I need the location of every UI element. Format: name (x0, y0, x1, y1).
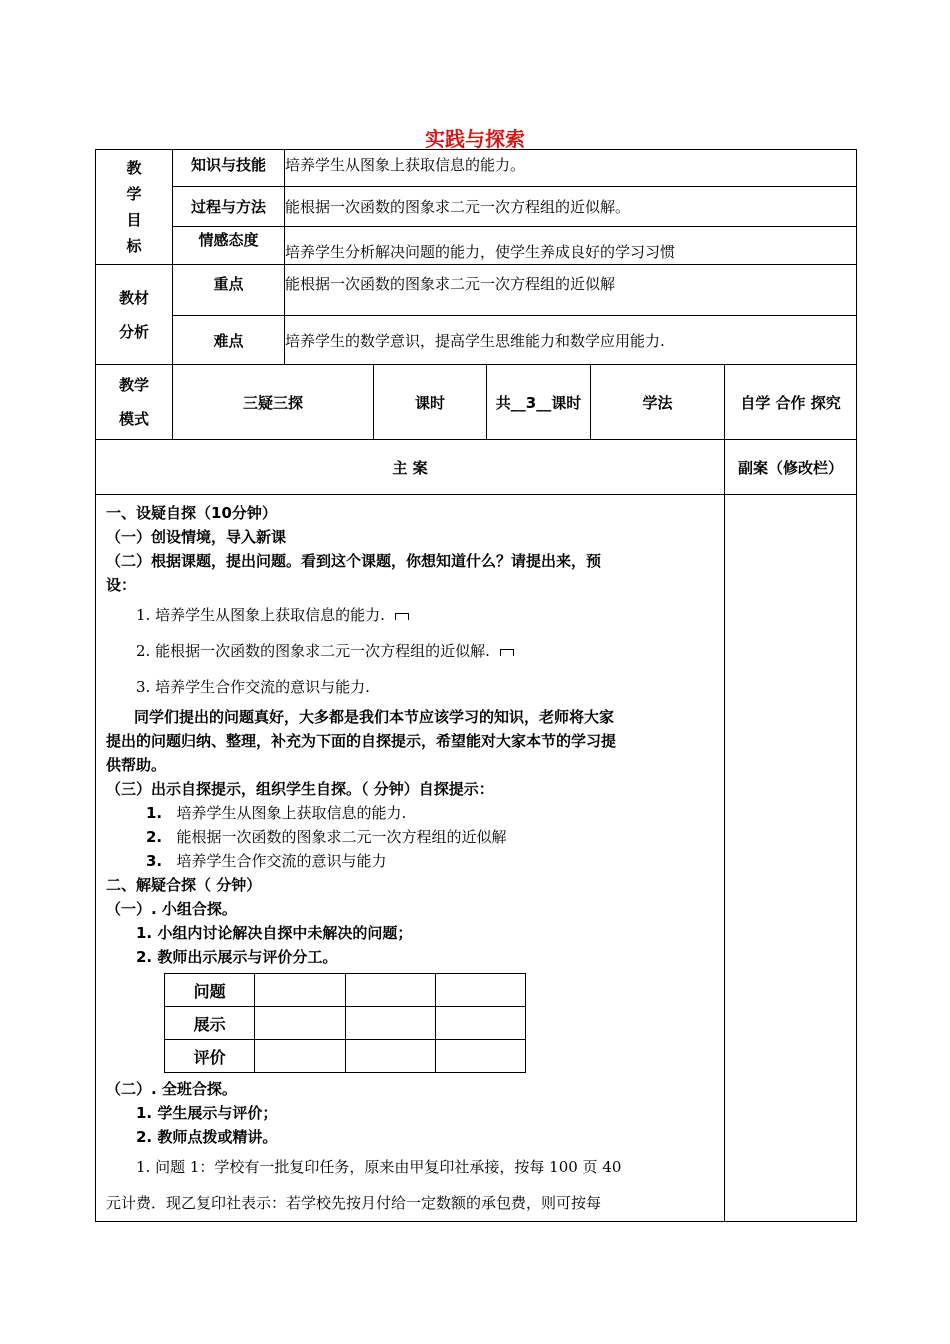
objective-content-knowledge: 培养学生从图象上获取信息的能力。 (285, 150, 857, 187)
section-2-step-2a: 1. 学生展示与评价； (136, 1104, 278, 1122)
assignment-grid (164, 973, 526, 1073)
grid-row-label: 评价 (165, 1040, 255, 1073)
paragraph-1b: 提出的问题归纳、整理，补充为下面的自探提示，希望能对大家本节的学习提 (106, 732, 617, 750)
problem-1b: 元计费．现乙复印社表示：若学校先按月付给一定数额的承包费，则可按每 (106, 1194, 602, 1212)
material-name-key: 重点 (173, 265, 285, 316)
main-plan-header: 主 案 (96, 440, 725, 495)
objective-name-process: 过程与方法 (173, 187, 285, 227)
material-name-difficulty: 难点 (173, 316, 285, 365)
section-2-step-2: （二）. 全班合探。 (106, 1080, 237, 1098)
materials-label: 教材 分析 (96, 265, 173, 365)
grid-cell (435, 974, 525, 1007)
material-content-difficulty: 培养学生的数学意识，提高学生思维能力和数学应用能力. (285, 316, 857, 365)
section-1-heading: 一、设疑自探（10分钟） (106, 504, 277, 522)
lesson-plan-table (95, 149, 857, 1222)
grid-cell (435, 1007, 525, 1040)
hours-value: 共__3__课时 (487, 365, 591, 440)
grid-cell (345, 974, 435, 1007)
paragraph-1c: 供帮助。 (106, 756, 167, 774)
section-1-step-3: （三）出示自探提示，组织学生自探。（ 分钟）自探提示： (106, 780, 494, 798)
hours-label: 课时 (374, 365, 487, 440)
section-1-step-2a: （二）根据课题，提出问题。看到这个课题，你想知道什么？请提出来，预 (106, 552, 602, 570)
question-2: 2. 能根据一次函数的图象求二元一次方程组的近似解. (106, 633, 714, 669)
grid-cell (255, 1040, 345, 1073)
blank-bracket-icon (395, 613, 409, 620)
grid-cell (255, 1007, 345, 1040)
section-1-step-1: （一）创设情境，导入新课 (106, 528, 287, 546)
grid-cell (345, 1007, 435, 1040)
question-3: 3. 培养学生合作交流的意识与能力. (136, 678, 370, 696)
mode-value: 三疑三探 (173, 365, 374, 440)
hint-3: 3. 培养学生合作交流的意识与能力 (146, 852, 387, 870)
method-label: 学法 (591, 365, 725, 440)
document-title: 实践与探索 (425, 127, 525, 151)
paragraph-1a: 同学们提出的问题真好，大多都是我们本节应该学习的知识，老师将大家 (134, 708, 615, 726)
objective-name-attitude: 情感态度 (173, 227, 285, 265)
side-plan-header: 副案（修改栏） (725, 440, 857, 495)
section-2-heading: 二、解疑合探（ 分钟） (106, 876, 262, 894)
objective-content-attitude: 培养学生分析解决问题的能力，使学生养成良好的学习习惯 (285, 227, 857, 265)
section-2-step-2b: 2. 教师点拨或精讲。 (136, 1128, 278, 1146)
grid-cell (345, 1040, 435, 1073)
main-plan-body (96, 495, 725, 1222)
grid-row-label: 展示 (165, 1007, 255, 1040)
grid-row-label: 问题 (165, 974, 255, 1007)
section-2-step-1: （一）. 小组合探。 (106, 900, 237, 918)
problem-1a: 1. 问题 1：学校有一批复印任务，原来由甲复印社承接，按每 100 页 40 (136, 1158, 622, 1176)
side-plan-body[interactable] (725, 495, 857, 1222)
grid-cell (435, 1040, 525, 1073)
objective-name-knowledge: 知识与技能 (173, 150, 285, 187)
grid-cell (255, 974, 345, 1007)
section-2-step-1b: 2. 教师出示展示与评价分工。 (136, 948, 338, 966)
objective-content-process: 能根据一次函数的图象求二元一次方程组的近似解。 (285, 187, 857, 227)
section-2-step-1a: 1. 小组内讨论解决自探中未解决的问题； (136, 924, 413, 942)
hint-2: 2. 能根据一次函数的图象求二元一次方程组的近似解 (146, 828, 507, 846)
question-1: 1. 培养学生从图象上获取信息的能力. (106, 597, 714, 633)
section-1-step-2b: 设： (106, 576, 137, 594)
mode-label: 教学 模式 (96, 365, 173, 440)
material-content-key: 能根据一次函数的图象求二元一次方程组的近似解 (285, 265, 857, 316)
blank-bracket-icon (500, 649, 514, 656)
method-value: 自学 合作 探究 (725, 365, 857, 440)
objectives-label: 教 学 目 标 (96, 150, 173, 265)
hint-1: 1. 培养学生从图象上获取信息的能力. (146, 804, 407, 822)
